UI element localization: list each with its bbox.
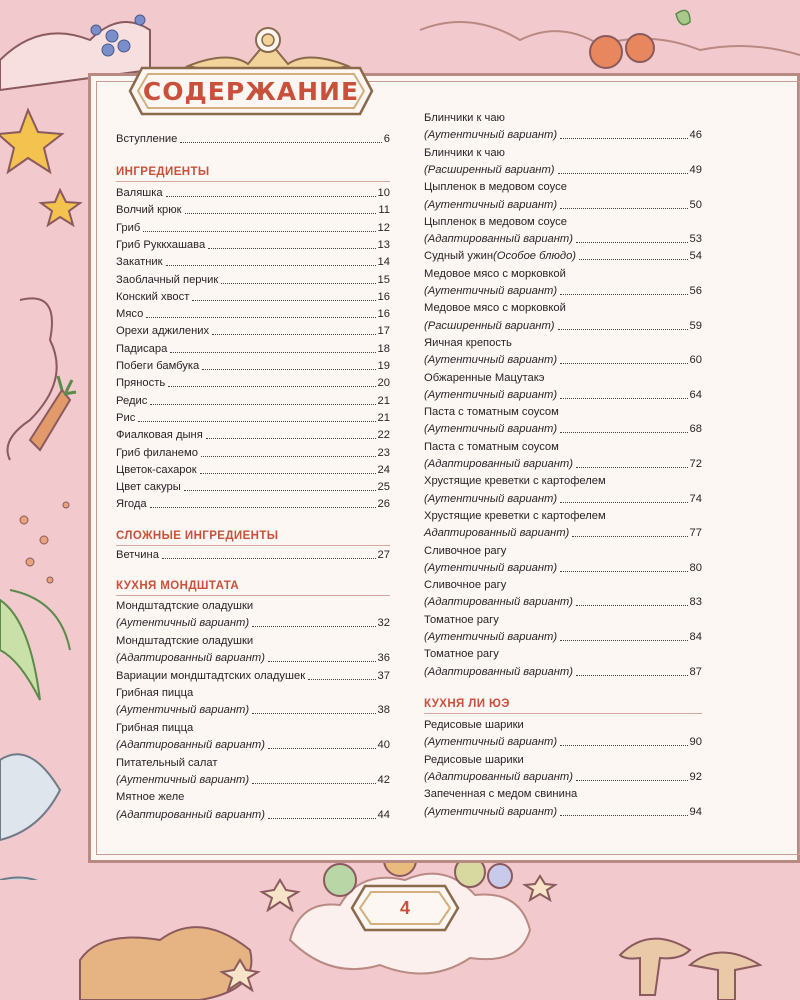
toc-entry[interactable]: Конский хвост 16	[116, 290, 390, 303]
toc-entry[interactable]: (Адаптированный вариант) 72	[424, 458, 702, 470]
toc-entry[interactable]: (Адаптированный вариант) 87	[424, 665, 702, 678]
toc-dish-title: Мятное желе	[116, 791, 185, 804]
toc-entry[interactable]: (Адаптированный вариант) 40	[116, 739, 390, 752]
toc-dish-title: Питательный салат	[116, 756, 218, 769]
toc-entry[interactable]: Заоблачный перчик 15	[116, 273, 390, 286]
toc-entry[interactable]: Ветчина 27	[116, 549, 390, 561]
toc-entry[interactable]: Цвет сакуры 25	[116, 481, 390, 494]
toc-entry[interactable]: (Аутентичный вариант) 68	[424, 423, 702, 436]
toc-dish-title: Медовое мясо с морковкой	[424, 302, 566, 315]
toc-entry[interactable]: Гриб Руккхашава 13	[116, 238, 390, 251]
section-heading-ingredients: ИНГРЕДИЕНТЫ	[116, 166, 210, 178]
toc-entry[interactable]: Пряность 20	[116, 377, 390, 390]
toc-entry[interactable]: (Аутентичный вариант) 60	[424, 354, 702, 367]
star-icon	[0, 110, 62, 172]
toc-dish-title: Обжаренные Мацутакэ	[424, 371, 545, 384]
toc-entry[interactable]: (Адаптированный вариант) 36	[116, 652, 390, 665]
toc-entry[interactable]: Вариации мондштадтских оладушек 37	[116, 669, 390, 682]
toc-dish-title: Мондштадтские оладушки	[116, 634, 254, 647]
toc-entry[interactable]: (Аутентичный вариант) 84	[424, 631, 702, 643]
toc-entry[interactable]: Орехи аджилених 17	[116, 325, 390, 338]
toc-entry[interactable]: Падисара 18	[116, 342, 390, 355]
toc-entry[interactable]: Редис 21	[116, 394, 390, 407]
toc-entry[interactable]: (Аутентичный вариант) 94	[424, 805, 702, 818]
toc-entry-intro[interactable]: Вступление 6	[116, 133, 390, 145]
section-heading-complex: СЛОЖНЫЕ ИНГРЕДИЕНТЫ	[116, 530, 279, 542]
toc-entry[interactable]: Гриб филанемо 23	[116, 446, 390, 459]
toc-dish-title: Паста с томатным соусом	[424, 440, 559, 453]
toc-entry[interactable]: (Аутентичный вариант) 74	[424, 492, 702, 505]
toc-dish-title: Хрустящие креветки с картофелем	[424, 509, 606, 522]
toc-dish-title: Паста с томатным соусом	[424, 406, 559, 419]
toc-entry[interactable]: (Адаптированный вариант) 44	[116, 808, 390, 821]
leader-dots	[180, 141, 381, 143]
toc-dish-title: Сливочное рагу	[424, 579, 507, 592]
page-title: СОДЕРЖАНИЕ	[142, 76, 360, 106]
section-divider	[424, 713, 702, 714]
toc-dish-title: Медовое мясо с морковкой	[424, 267, 566, 280]
toc-entry[interactable]: Рис 21	[116, 411, 390, 424]
section-divider	[116, 595, 390, 596]
toc-dish-title: Блинчики к чаю	[424, 112, 505, 124]
toc-entry[interactable]: (Адаптированный вариант) 53	[424, 233, 702, 246]
toc-entry[interactable]: (Аутентичный вариант) 38	[116, 704, 390, 717]
section-heading-liyue: КУХНЯ ЛИ ЮЭ	[424, 698, 510, 710]
toc-dish-title: Редисовые шарики	[424, 753, 524, 766]
toc-entry[interactable]: Закатник 14	[116, 256, 390, 269]
toc-dish-title: Хрустящие креветки с картофелем	[424, 475, 606, 488]
page-number: 4	[399, 897, 410, 918]
toc-entry[interactable]: (Адаптированный вариант) 83	[424, 596, 702, 609]
toc-entry[interactable]: Ягода 26	[116, 498, 390, 511]
toc-entry[interactable]: Волчий крюк 11	[116, 204, 390, 217]
toc-dish-title: Томатное рагу	[424, 648, 499, 661]
toc-dish-title: Грибная пицца	[116, 721, 194, 734]
toc-entry[interactable]: (Аутентичный вариант) 32	[116, 617, 390, 630]
toc-dish-title: Блинчики к чаю	[424, 146, 505, 159]
toc-dish-title: Яичная крепость	[424, 336, 512, 349]
toc-entry[interactable]: Мясо 16	[116, 308, 390, 321]
toc-dish-title: Томатное рагу	[424, 613, 499, 626]
toc-entry[interactable]: (Аутентичный вариант) 90	[424, 736, 702, 749]
toc-dish-title: Сливочное рагу	[424, 544, 507, 557]
toc-entry[interactable]: Фиалковая дыня 22	[116, 429, 390, 442]
section-heading-mondstadt: КУХНЯ МОНДШТАТА	[116, 580, 240, 592]
toc-entry[interactable]: Гриб 12	[116, 221, 390, 234]
toc-entry[interactable]: (Аутентичный вариант) 46	[424, 129, 702, 142]
toc-entry[interactable]: (Аутентичный вариант) 64	[424, 388, 702, 401]
toc-dish-title: Редисовые шарики	[424, 719, 524, 731]
section-divider	[116, 181, 390, 182]
toc-entry[interactable]: Цветок-сахарок 24	[116, 463, 390, 476]
toc-entry[interactable]: (Аутентичный вариант) 56	[424, 285, 702, 297]
toc-entry[interactable]: (Аутентичный вариант) 50	[424, 198, 702, 211]
toc-dish-title: Запеченная с медом свинина	[424, 788, 578, 801]
toc-dish-title: Мондштадтские оладушки	[116, 600, 254, 612]
toc-dish-title: Грибная пицца	[116, 687, 194, 699]
toc-dish-title: Цыпленок в медовом соусе	[424, 215, 567, 228]
toc-entry[interactable]: (Адаптированный вариант) 92	[424, 770, 702, 783]
toc-entry[interactable]: Побеги бамбука 19	[116, 360, 390, 372]
toc-entry[interactable]: (Аутентичный вариант) 42	[116, 774, 390, 786]
toc-entry[interactable]: Адаптированный вариант) 77	[424, 527, 702, 540]
toc-entry[interactable]: (Расширенный вариант) 49	[424, 163, 702, 176]
toc-entry[interactable]: (Аутентичный вариант) 80	[424, 561, 702, 574]
toc-entry[interactable]: Валяшка 10	[116, 187, 390, 199]
toc-entry[interactable]: Судный ужин (Особое блюдо) 54	[424, 250, 702, 263]
toc-dish-title: Цыпленок в медовом соусе	[424, 181, 567, 194]
toc-entry[interactable]: (Расширенный вариант) 59	[424, 319, 702, 332]
